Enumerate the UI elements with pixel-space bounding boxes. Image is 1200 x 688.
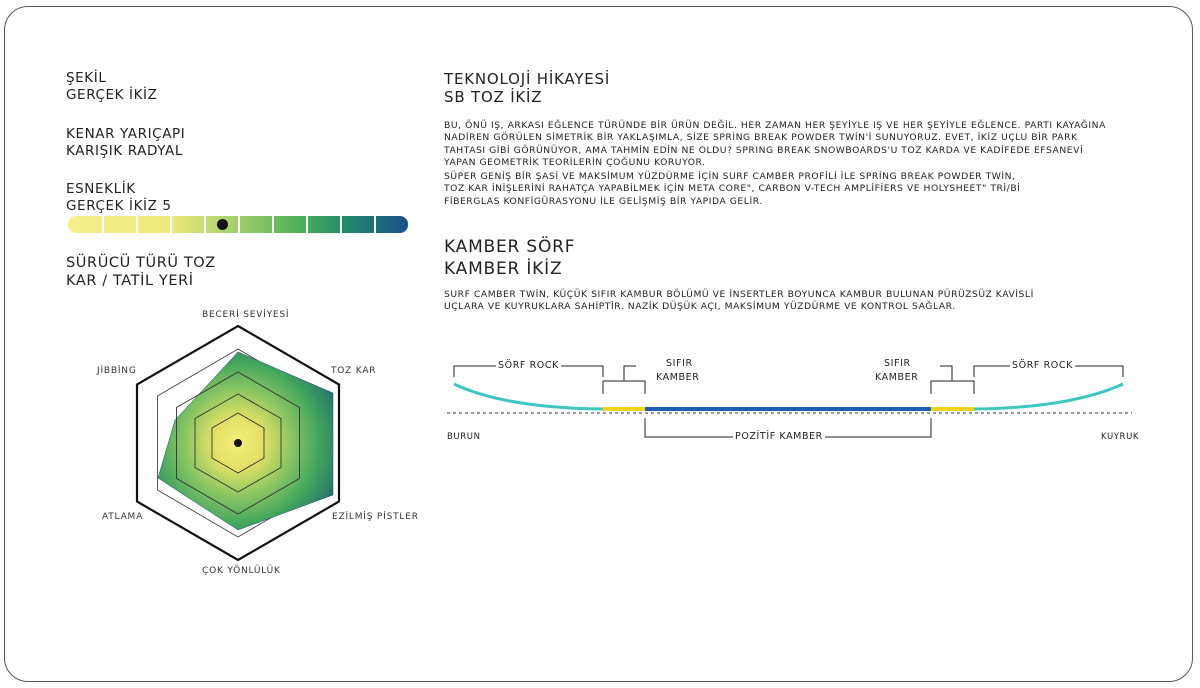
radar-label-jump: ATLAMA xyxy=(102,512,144,522)
bracket-zero-left xyxy=(603,366,645,394)
edge-label: KENAR YARIÇAPI xyxy=(66,126,186,142)
profile-rocker-nose xyxy=(454,384,603,409)
label-zero-left: SIFIR xyxy=(666,358,693,369)
profile-rocker-tail xyxy=(974,384,1123,409)
label-positive-camber: POZİTİF KAMBER xyxy=(735,431,823,442)
rider-type-line1: SÜRÜCÜ TÜRÜ TOZ xyxy=(66,255,216,271)
label-surf-rock-right: SÖRF ROCK xyxy=(1012,360,1073,371)
radar-label-groomers: EZİLMİŞ PİSTLER xyxy=(332,512,419,522)
camber-title: KAMBER SÖRF xyxy=(444,237,576,257)
radar-label-jibbing: JİBBİNG xyxy=(97,366,137,376)
text-line: NADİREN GÖRÜLEN SİMETRİK BİR YAKLAŞIMLA, SİZE SPRİNG BREAK POWDER TWİN'İ SUNUYORUZ. EVET, İKİZ UÇLU BİR PARK xyxy=(444,132,1078,144)
tech-title: TEKNOLOJİ HİKAYESİ xyxy=(444,70,611,88)
label-nose: BURUN xyxy=(447,432,481,442)
edge-value: KARIŞIK RADYAL xyxy=(66,143,183,159)
radar-label-powder: TOZ KAR xyxy=(331,366,377,376)
tech-subtitle: SB TOZ İKİZ xyxy=(444,88,543,106)
label-surf-rock-left: SÖRF ROCK xyxy=(498,360,559,371)
text-line: TAHTASI GİBİ GÖRÜNÜYOR, AMA TAHMİN EDİN NE OLDU? SPRING BREAK SNOWBOARDS'U TOZ KARDA VE KADİFEDE EFSANEVİ xyxy=(444,144,1084,156)
label-camber-left: KAMBER xyxy=(656,372,700,383)
flex-label: ESNEKLİK xyxy=(66,181,136,197)
camber-subtitle: KAMBER İKİZ xyxy=(444,259,563,279)
text-line: FİBERGLAS KONFİGÜRASYONU İLE GELİŞMİŞ BİR YAPIDA GELİR. xyxy=(444,195,763,207)
text-line: SÜPER GENİŞ BİR ŞASİ VE MAKSİMUM YÜZDÜRME İÇİN SURF CAMBER PROFİLİ İLE SPRİNG BREAK POWDER TWİN, xyxy=(444,171,1016,182)
shape-value: GERÇEK İKİZ xyxy=(66,87,158,103)
shape-label: ŞEKİL xyxy=(66,70,107,86)
radar-label-skill: BECERİ SEVİYESİ xyxy=(202,310,290,320)
radar-label-versatility: ÇOK YÖNLÜLÜK xyxy=(202,566,281,576)
text-line: YAPAN GEOMETRİK TEORİLERİN ÇOĞUNU KORUYOR. xyxy=(444,157,706,169)
text-line: SURF CAMBER TWİN, KÜÇÜK SIFIR KAMBUR BÖLÜMÜ VE İNSERTLER BOYUNCA KAMBUR BULUNAN PÜRÜZSÜZ KAVİSLİ xyxy=(444,289,1034,300)
text-line: BU, ÖNÜ IŞ, ARKASI EĞLENCE TÜRÜNDE BİR ÜRÜN DEĞİL. HER ZAMAN HER ŞEYİYLE IŞ VE HER ŞEYİYLE EĞLENCE. PARTI KAYAĞINA xyxy=(444,120,1106,131)
rider-type-line2: KAR / TATİL YERİ xyxy=(66,273,194,289)
bracket-zero-right xyxy=(931,366,974,394)
label-camber-right: KAMBER xyxy=(875,372,919,383)
text-line: UÇLARA VE KUYRUKLARA SAHİPTİR. NAZİK DÜŞÜK AÇI, MAKSİMUM YÜZDÜRME VE KONTROL SAĞLAR. xyxy=(444,301,956,313)
flex-value: GERÇEK İKİZ 5 xyxy=(66,198,172,214)
label-tail: KUYRUK xyxy=(1101,432,1140,442)
text-line: TOZ KAR İNİŞLERİNİ RAHATÇA YAPABİLMEK İÇİN META CORE", CARBON V-TECH AMPLİFİERS VE HOLYSHEET" TRİ/Bİ xyxy=(444,183,1021,195)
label-zero-right: SIFIR xyxy=(884,358,911,369)
